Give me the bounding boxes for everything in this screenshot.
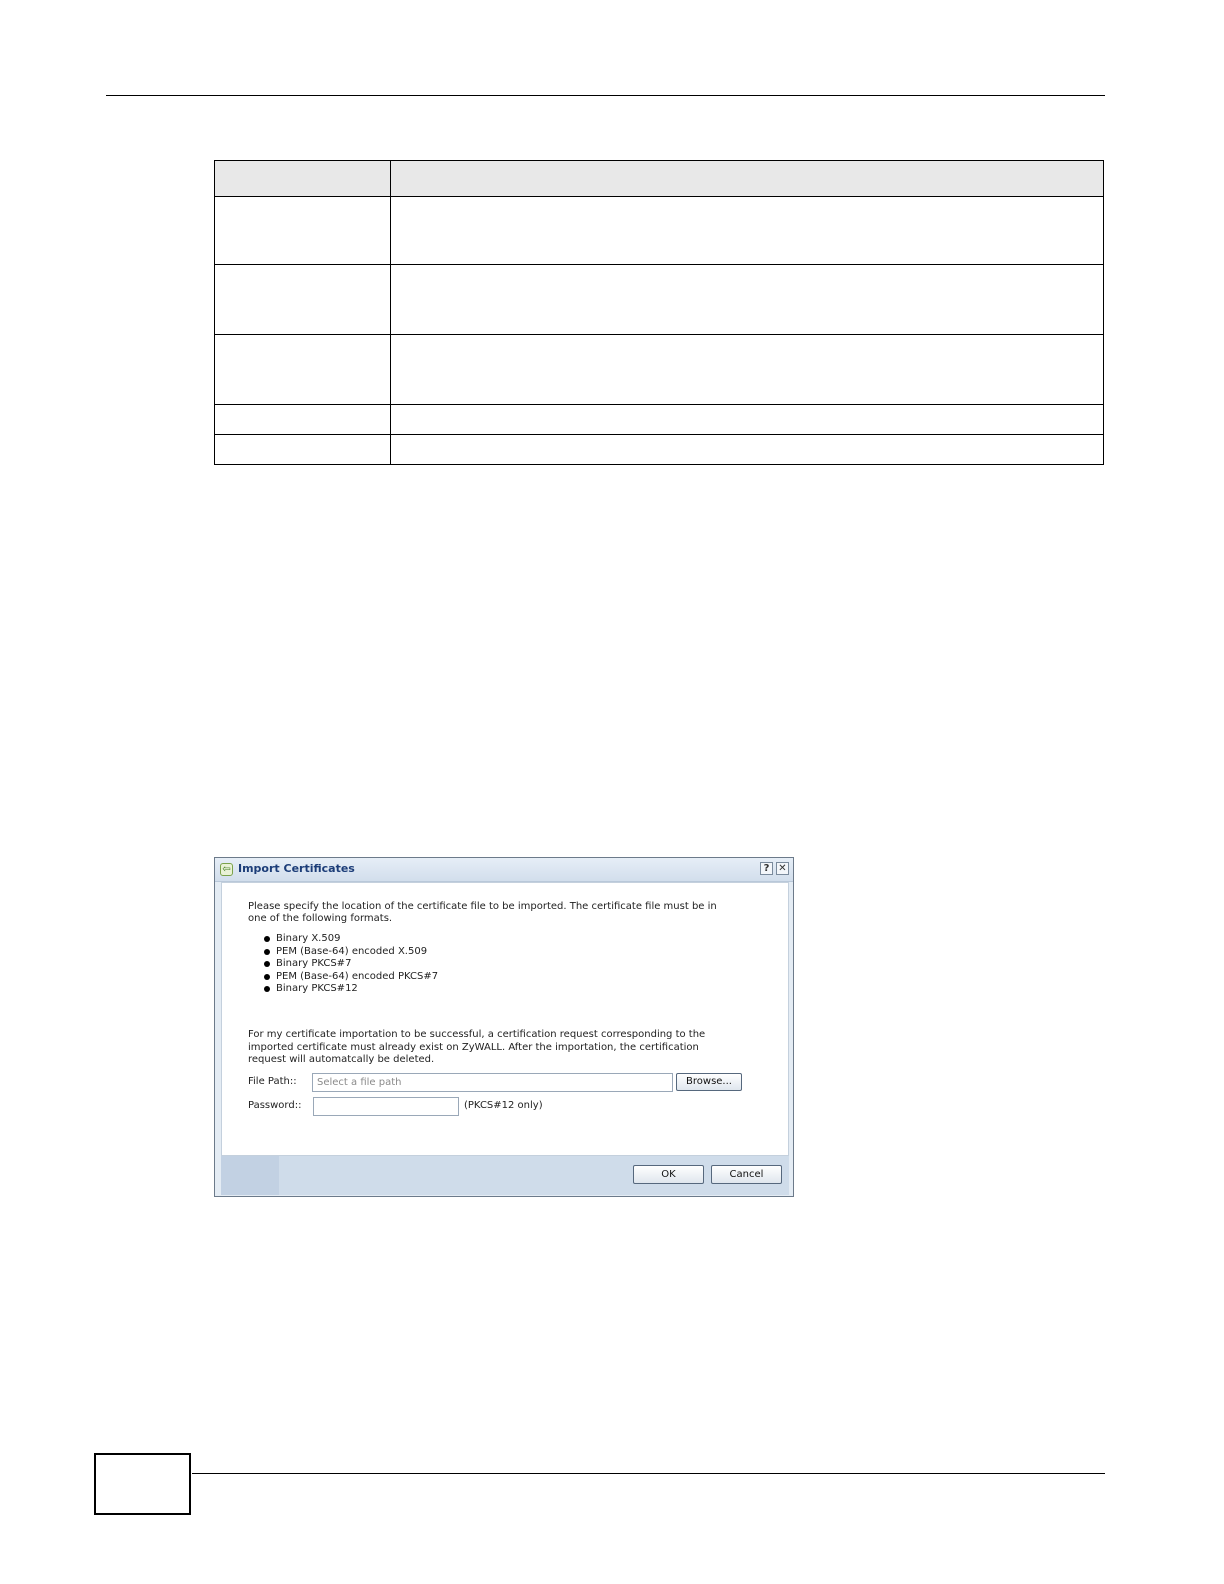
- file-path-label: File Path::: [248, 1076, 297, 1087]
- header-rule: [106, 95, 1105, 96]
- import-arrow-icon: ⇦: [220, 863, 233, 876]
- dialog-titlebar: [215, 858, 793, 882]
- list-item: PEM (Base-64) encoded X.509: [248, 946, 438, 959]
- list-item: Binary X.509: [248, 933, 438, 946]
- table-cell: [215, 197, 391, 265]
- table-cell: [391, 335, 1104, 405]
- description-table: [214, 160, 1104, 465]
- password-hint: (PKCS#12 only): [464, 1100, 543, 1111]
- help-icon[interactable]: ?: [760, 862, 773, 875]
- table-row: [215, 335, 1104, 405]
- table-row: [215, 405, 1104, 435]
- table-cell: [391, 435, 1104, 465]
- table-cell: [391, 197, 1104, 265]
- table-header-row: [215, 161, 1104, 197]
- note-text: For my certificate importation to be successful, a certification request corresponding to the imported certificate must already exist on ZyWALL. After the importation, the certification request will automatcally be deleted.: [248, 1029, 706, 1065]
- browse-button[interactable]: Browse...: [676, 1073, 742, 1091]
- table-row: [215, 197, 1104, 265]
- cancel-button[interactable]: Cancel: [711, 1165, 782, 1184]
- dialog-title: Import Certificates: [238, 862, 355, 875]
- list-item: Binary PKCS#12: [248, 983, 438, 996]
- password-input[interactable]: [313, 1097, 459, 1116]
- table-cell: [215, 335, 391, 405]
- table-cell: [215, 405, 391, 435]
- page-number-box: [94, 1453, 191, 1515]
- list-item: Binary PKCS#7: [248, 958, 438, 971]
- dialog-content: [221, 882, 789, 1156]
- table-cell: [215, 265, 391, 335]
- table-row: [215, 265, 1104, 335]
- dialog-footer: [221, 1156, 789, 1195]
- list-item: PEM (Base-64) encoded PKCS#7: [248, 971, 438, 984]
- format-list: [248, 933, 438, 996]
- table-cell: [391, 405, 1104, 435]
- table-header-cell: [391, 161, 1104, 197]
- file-path-input[interactable]: Select a file path: [312, 1073, 673, 1092]
- ok-button[interactable]: OK: [633, 1165, 704, 1184]
- intro-text: Please specify the location of the certificate file to be imported. The certificate file must be in one of the following formats.: [248, 901, 717, 924]
- table-cell: [391, 265, 1104, 335]
- import-certificates-dialog: [214, 857, 794, 1197]
- table-row: [215, 435, 1104, 465]
- close-icon[interactable]: ✕: [776, 862, 789, 875]
- table-cell: [215, 435, 391, 465]
- footer-rule: [192, 1473, 1105, 1474]
- table-header-cell: [215, 161, 391, 197]
- password-label: Password::: [248, 1100, 302, 1111]
- footer-panel: [221, 1156, 279, 1195]
